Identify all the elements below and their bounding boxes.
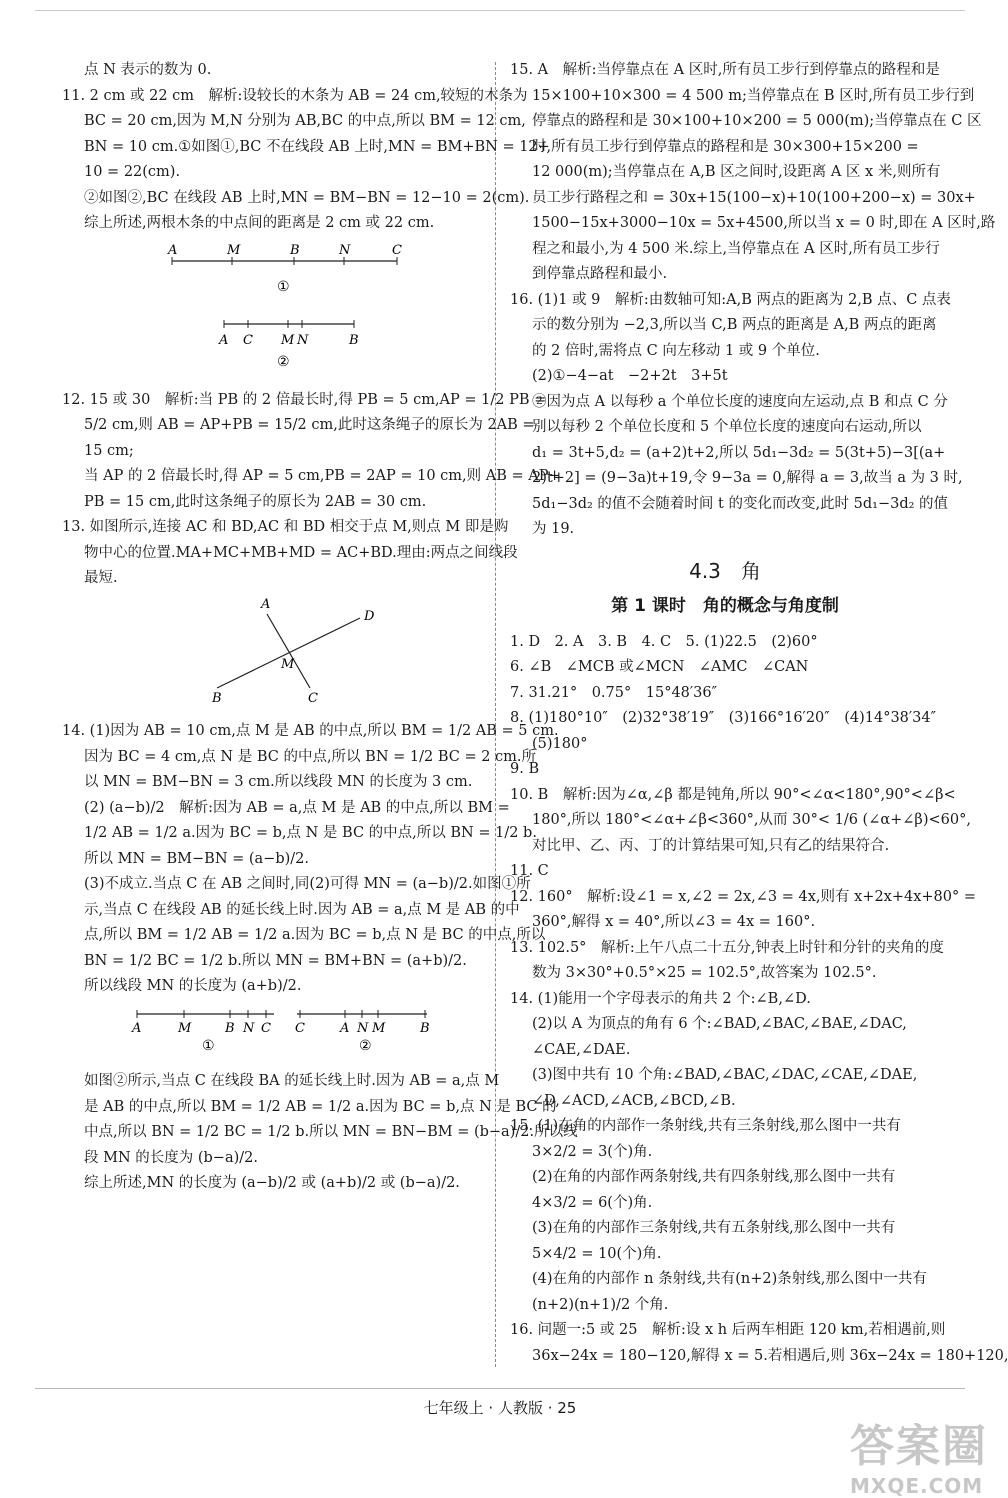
text-line: (4)在角的内部作 n 条射线,共有(n+2)条射线,那么图中一共有 <box>532 1271 927 1287</box>
point-label: N <box>297 333 309 348</box>
text-line: 1. D 2. A 3. B 4. C 5. (1)22.5 (2)60° <box>510 633 818 650</box>
crossing-diagram <box>62 596 482 704</box>
text-line: ②因为点 A 以每秒 a 个单位长度的速度向左运动,点 B 和点 C 分 <box>532 393 948 410</box>
point-label: M <box>372 1020 386 1036</box>
figure-caption: ① <box>202 1037 215 1054</box>
text-line: (2)以 A 为顶点的角有 6 个:∠BAD,∠BAC,∠BAE,∠DAC, <box>532 1016 907 1032</box>
text-line: 13. 如图所示,连接 AC 和 BD,AC 和 BD 相交于点 M,则点 M 即是购 <box>62 519 509 535</box>
text-line: (2)在角的内部作两条射线,共有四条射线,那么图中一共有 <box>532 1169 896 1185</box>
text-line: 1/2 AB = 1/2 a.因为 BC = b,点 N 是 BC 的中点,所以 BN = 1/2 b. <box>84 825 537 841</box>
text-line: 综上所述,两根木条的中点间的距离是 2 cm 或 22 cm. <box>84 215 435 231</box>
point-label: C <box>308 690 318 706</box>
text-line: 3×2/2 = 3(个)角. <box>532 1143 653 1160</box>
text-line: 物中心的位置.MA+MC+MB+MD = AC+BD.理由:两点之间线段 <box>84 544 518 561</box>
point-label: C <box>392 242 402 258</box>
text-line: 员工步行路程之和 = 30x+15(100−x)+10(100+200−x) = 30x+ <box>532 189 976 206</box>
text-line: 15. A 解析:当停靠点在 A 区时,所有员工步行到停靠点的路程和是 <box>510 62 940 78</box>
text-line: 15. (1)在角的内部作一条射线,共有三条射线,那么图中一共有 <box>510 1118 901 1134</box>
text-line: 到停靠点路程和最小. <box>532 266 668 282</box>
text-line: 段 MN 的长度为 (b−a)/2. <box>84 1149 258 1166</box>
text-line: 5/2 cm,则 AB = AP+PB = 15/2 cm,此时这条绳子的原长为 2AB = <box>84 417 535 433</box>
text-line: 程之和最小,为 4 500 米.综上,当停靠点在 A 区时,所有员工步行 <box>532 240 940 257</box>
figure-caption: ① <box>277 278 290 295</box>
point-label: M <box>281 333 295 348</box>
text-line: 12. 15 或 30 解析:当 PB 的 2 倍最长时,得 PB = 5 cm,AP = 1/2 PB = <box>62 391 547 408</box>
text-line: (2) (a−b)/2 解析:因为 AB = a,点 M 是 AB 的中点,所以 BM = <box>84 799 510 816</box>
text-line: 最短. <box>84 570 118 586</box>
text-line: (2)①−4−at −2+2t 3+5t <box>532 368 728 384</box>
text-line: 36x−24x = 180−120,解得 x = 5.若相遇后,则 36x−24x = 180+120, <box>532 1347 1008 1364</box>
text-line: BN = 10 cm.①如图①,BC 不在线段 AB 上时,MN = BM+BN = 12+ <box>84 138 550 155</box>
text-line: 6. ∠B ∠MCB 或∠MCN ∠AMC ∠CAN <box>510 659 809 675</box>
point-label: C <box>295 1020 305 1036</box>
point-label: N <box>243 1020 255 1036</box>
text-line: ∠D,∠ACD,∠ACB,∠BCD,∠B. <box>532 1092 736 1109</box>
text-line: 4×3/2 = 6(个)角. <box>532 1194 653 1211</box>
text-line: 点 N 表示的数为 0. <box>84 62 212 78</box>
text-line: 9. B <box>510 761 540 777</box>
text-line: 综上所述,MN 的长度为 (a−b)/2 或 (a+b)/2 或 (b−a)/2. <box>84 1175 460 1191</box>
text-line: 14. (1)能用一个字母表示的角共 2 个:∠B,∠D. <box>510 990 811 1007</box>
text-line: 180°,所以 180°<∠α+∠β<360°,从而 30°< 1/6 (∠α+∠β)<60°, <box>532 812 971 828</box>
site-watermark <box>850 1410 988 1498</box>
text-line: 11. 2 cm 或 22 cm 解析:设较长的木条为 AB = 24 cm,较短的木条为 <box>62 87 528 104</box>
text-line: (5)180° <box>532 735 588 752</box>
text-line: 数为 3×30°+0.5°×25 = 102.5°,故答案为 102.5°. <box>532 965 877 981</box>
section-title: 4.3 角 <box>689 558 761 583</box>
text-line: 因为 BC = 4 cm,点 N 是 BC 的中点,所以 BN = 1/2 BC = 2 cm.所 <box>84 748 537 765</box>
text-line: 16. (1)1 或 9 解析:由数轴可知:A,B 两点的距离为 2,B 点、C 点表 <box>510 291 951 308</box>
text-line: 7. 31.21° 0.75° 15°48′36″ <box>510 684 718 701</box>
point-label: C <box>261 1020 271 1036</box>
column-divider <box>495 62 496 1367</box>
lesson-title: 第 1 课时 角的概念与角度制 <box>611 596 839 616</box>
text-line: (3)图中共有 10 个角:∠BAD,∠BAC,∠DAC,∠CAE,∠DAE, <box>532 1067 918 1083</box>
bottom-rule <box>35 1388 965 1389</box>
segment-diagram-pair <box>62 1004 482 1054</box>
watermark-logo-text: 答案圈 <box>850 1421 988 1472</box>
text-line: 16. 问题一:5 或 25 解析:设 x h 后两车相距 120 km,若相遇前,则 <box>510 1322 946 1338</box>
segment-figure-1 <box>62 241 482 309</box>
point-label: N <box>339 242 351 258</box>
point-label: B <box>225 1020 235 1036</box>
point-label: D <box>364 608 375 624</box>
text-line: BN = 1/2 BC = 1/2 b.所以 MN = BM+BN = (a+b)/2. <box>84 952 467 969</box>
text-line: 10. B 解析:因为∠α,∠β 都是钝角,所以 90°<∠α<180°,90°<∠β< <box>510 786 956 803</box>
text-line: (3)不成立.当点 C 在 AB 之间时,同(2)可得 MN = (a−b)/2.如图①所 <box>84 876 531 892</box>
text-line: 11. C <box>510 863 549 879</box>
text-line: 5×4/2 = 10(个)角. <box>532 1245 662 1262</box>
point-label: A <box>261 596 271 612</box>
point-label: B <box>420 1020 430 1036</box>
text-line: 12 000(m);当停靠点在 A,B 区之间时,设距离 A 区 x 米,则所有 <box>532 164 941 180</box>
point-label: B <box>212 690 222 706</box>
text-line: 以 MN = BM−BN = 3 cm.所以线段 MN 的长度为 3 cm. <box>84 774 473 790</box>
page-footer: 七年级上 · 人教版 · 25 <box>423 1399 577 1417</box>
text-line: 点,所以 BM = 1/2 AB = 1/2 a.因为 BC = b,点 N 是 BC 的中点,所以 <box>84 927 546 943</box>
text-line: 8. (1)180°10″ (2)32°38′19″ (3)166°16′20″ (4)14°38′34″ <box>510 710 937 726</box>
text-line: BC = 20 cm,因为 M,N 分别为 AB,BC 的中点,所以 BM = 12 cm, <box>84 113 526 129</box>
text-line: 360°,解得 x = 40°,所以∠3 = 4x = 160°. <box>532 914 816 930</box>
point-label: A <box>340 1020 350 1036</box>
text-line: 是 AB 的中点,所以 BM = 1/2 AB = 1/2 a.因为 BC = b,点 N 是 BC 的 <box>84 1098 557 1115</box>
text-line: 的 2 倍时,需将点 C 向左移动 1 或 9 个单位. <box>532 342 820 359</box>
point-label: C <box>243 333 253 348</box>
right-column <box>510 58 1008 1369</box>
text-line: (n+2)(n+1)/2 个角. <box>532 1296 669 1313</box>
point-label: A <box>132 1020 142 1036</box>
text-line: 10 = 22(cm). <box>84 164 181 180</box>
segment-diagram-1 <box>62 241 482 299</box>
text-line: ∠CAE,∠DAE. <box>532 1041 631 1058</box>
point-label: B <box>290 242 300 258</box>
point-label: A <box>219 333 229 348</box>
figure-caption: ② <box>359 1037 372 1054</box>
text-line: 中点,所以 BN = 1/2 BC = 1/2 b.所以 MN = BN−BM = (b−a)/2.所以线 <box>84 1124 578 1140</box>
text-line: 如图②所示,当点 C 在线段 BA 的延长线上时.因为 AB = a,点 M <box>84 1073 500 1089</box>
text-line: 13. 102.5° 解析:上午八点二十五分,钟表上时针和分针的夹角的度 <box>510 939 944 956</box>
text-line: 15 cm; <box>84 442 134 459</box>
point-label: N <box>357 1020 369 1036</box>
text-line: 所以线段 MN 的长度为 (a+b)/2. <box>84 978 302 994</box>
text-line: 1500−15x+3000−10x = 5x+4500,所以当 x = 0 时,即在 A 区时,路 <box>532 215 996 231</box>
point-label: M <box>227 242 241 258</box>
point-label: M <box>281 656 295 672</box>
text-line: 12. 160° 解析:设∠1 = x,∠2 = 2x,∠3 = 4x,则有 x+2x+4x+80° = <box>510 888 977 905</box>
segment-figure-2 <box>62 314 482 382</box>
crossing-figure <box>62 596 482 714</box>
text-line: 时,所有员工步行到停靠点的路程和是 30×300+15×200 = <box>532 138 919 155</box>
text-line: d₁ = 3t+5,d₂ = (a+2)t+2,所以 5d₁−3d₂ = 5(3t+5)−3[(a+ <box>532 444 946 461</box>
point-label: A <box>168 242 178 258</box>
text-line: 2)t+2] = (9−3a)t+19,令 9−3a = 0,解得 a = 3,故当 a 为 3 时, <box>532 470 963 486</box>
text-line: 示,当点 C 在线段 AB 的延长线上时.因为 AB = a,点 M 是 AB 的中 <box>84 901 520 918</box>
text-line: ②如图②,BC 在线段 AB 上时,MN = BM−BN = 12−10 = 2(cm). <box>84 189 530 206</box>
watermark-url: MXQE.COM <box>850 1474 984 1498</box>
segment-diagram-2 <box>62 314 482 372</box>
text-line: 对比甲、乙、丙、丁的计算结果可知,只有乙的结果符合. <box>532 837 890 854</box>
point-label: B <box>349 333 359 348</box>
point-label: M <box>178 1020 192 1036</box>
text-line: 15×100+10×300 = 4 500 m;当停靠点在 B 区时,所有员工步行到 <box>532 87 975 104</box>
text-line: 别以每秒 2 个单位长度和 5 个单位长度的速度向右运动,所以 <box>532 419 922 435</box>
top-rule <box>35 10 965 11</box>
text-line: 示的数分别为 −2,3,所以当 C,B 两点的距离是 A,B 两点的距离 <box>532 317 937 333</box>
figure-caption: ② <box>277 354 290 370</box>
text-line: 为 19. <box>532 521 575 537</box>
text-line: 当 AP 的 2 倍最长时,得 AP = 5 cm,PB = 2AP = 10 cm,则 AB = AP+ <box>84 468 561 484</box>
segment-figure-pair <box>62 1004 482 1064</box>
text-line: PB = 15 cm,此时这条绳子的原长为 2AB = 30 cm. <box>84 493 427 510</box>
text-line: (3)在角的内部作三条射线,共有五条射线,那么图中一共有 <box>532 1220 896 1236</box>
text-line: 5d₁−3d₂ 的值不会随着时间 t 的变化而改变,此时 5d₁−3d₂ 的值 <box>532 495 949 512</box>
text-line: 停靠点的路程和是 30×100+10×200 = 5 000(m);当停靠点在 C 区 <box>532 113 982 129</box>
text-line: 所以 MN = BM−BN = (a−b)/2. <box>84 850 309 867</box>
text-line: 14. (1)因为 AB = 10 cm,点 M 是 AB 的中点,所以 BM = 1/2 AB = 5 cm. <box>62 723 559 739</box>
